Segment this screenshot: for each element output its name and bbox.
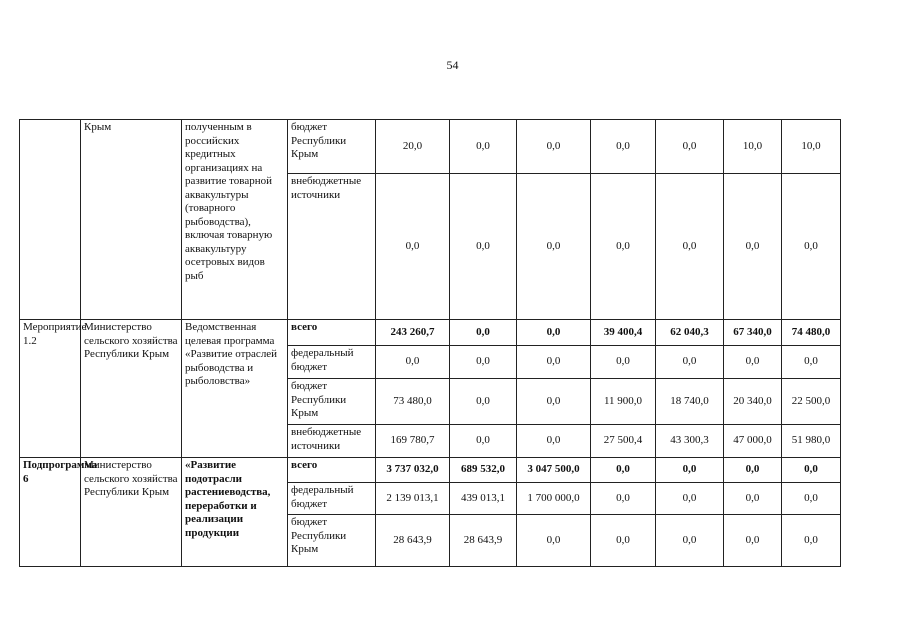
value-cell: 0,0 — [724, 346, 782, 379]
executor-cell: Министерство сельского хозяйства Республики Крым — [81, 320, 182, 458]
value-cell: 0,0 — [376, 346, 450, 379]
executor-cell: Крым — [81, 120, 182, 320]
value-cell: 0,0 — [517, 379, 591, 425]
value-cell: 27 500,4 — [591, 425, 656, 458]
value-cell: 62 040,3 — [656, 320, 724, 346]
funding-source-cell: бюджет Республики Крым — [288, 120, 376, 174]
value-cell: 47 000,0 — [724, 425, 782, 458]
funding-source-cell: всего — [288, 458, 376, 483]
value-cell: 0,0 — [591, 483, 656, 515]
value-cell: 0,0 — [782, 458, 841, 483]
value-cell: 74 480,0 — [782, 320, 841, 346]
measure-cell: Мероприятие 1.2 — [20, 320, 81, 458]
value-cell: 0,0 — [517, 425, 591, 458]
table-row — [20, 458, 841, 483]
program-name-cell: «Развитие подотрасли растениеводства, переработки и реализации продукции — [182, 458, 288, 567]
value-cell: 0,0 — [656, 458, 724, 483]
value-cell: 10,0 — [782, 120, 841, 174]
funding-source-cell: внебюджетные источники — [288, 425, 376, 458]
value-cell: 0,0 — [450, 320, 517, 346]
value-cell: 22 500,0 — [782, 379, 841, 425]
value-cell: 10,0 — [724, 120, 782, 174]
value-cell: 0,0 — [724, 174, 782, 320]
funding-source-cell: бюджет Республики Крым — [288, 379, 376, 425]
value-cell: 0,0 — [450, 346, 517, 379]
value-cell: 439 013,1 — [450, 483, 517, 515]
value-cell: 0,0 — [450, 120, 517, 174]
value-cell: 0,0 — [591, 458, 656, 483]
value-cell: 0,0 — [782, 174, 841, 320]
value-cell: 28 643,9 — [450, 515, 517, 567]
funding-source-cell: федеральный бюджет — [288, 346, 376, 379]
program-name-cell: полученным в российских кредитных организациях на развитие товарной аквакультуры (товарного рыбоводства), включая товарную аквакультуру осетровых видов рыб — [182, 120, 288, 320]
value-cell: 0,0 — [517, 515, 591, 567]
value-cell: 0,0 — [724, 458, 782, 483]
table-row — [20, 120, 841, 174]
program-name-cell: Ведомственная целевая программа «Развитие отраслей рыбоводства и рыболовства» — [182, 320, 288, 458]
value-cell: 0,0 — [517, 174, 591, 320]
value-cell: 20 340,0 — [724, 379, 782, 425]
value-cell: 243 260,7 — [376, 320, 450, 346]
value-cell: 39 400,4 — [591, 320, 656, 346]
value-cell: 0,0 — [656, 515, 724, 567]
executor-cell: Министерство сельского хозяйства Республики Крым — [81, 458, 182, 567]
value-cell: 0,0 — [376, 174, 450, 320]
value-cell: 28 643,9 — [376, 515, 450, 567]
value-cell: 73 480,0 — [376, 379, 450, 425]
value-cell: 0,0 — [591, 120, 656, 174]
page-number: 54 — [446, 58, 459, 72]
value-cell: 51 980,0 — [782, 425, 841, 458]
value-cell: 0,0 — [517, 120, 591, 174]
value-cell: 20,0 — [376, 120, 450, 174]
value-cell: 0,0 — [450, 379, 517, 425]
value-cell: 18 740,0 — [656, 379, 724, 425]
value-cell: 0,0 — [656, 483, 724, 515]
value-cell: 0,0 — [782, 346, 841, 379]
value-cell: 0,0 — [517, 346, 591, 379]
value-cell: 67 340,0 — [724, 320, 782, 346]
value-cell: 11 900,0 — [591, 379, 656, 425]
value-cell: 0,0 — [591, 174, 656, 320]
value-cell: 0,0 — [656, 174, 724, 320]
measure-cell: Подпрограмма 6 — [20, 458, 81, 567]
value-cell: 0,0 — [591, 515, 656, 567]
value-cell: 0,0 — [450, 174, 517, 320]
value-cell: 0,0 — [724, 483, 782, 515]
value-cell: 2 139 013,1 — [376, 483, 450, 515]
value-cell: 3 047 500,0 — [517, 458, 591, 483]
funding-source-cell: федеральный бюджет — [288, 483, 376, 515]
value-cell: 0,0 — [656, 120, 724, 174]
value-cell: 0,0 — [724, 515, 782, 567]
value-cell: 3 737 032,0 — [376, 458, 450, 483]
value-cell: 169 780,7 — [376, 425, 450, 458]
value-cell: 0,0 — [517, 320, 591, 346]
value-cell: 0,0 — [782, 515, 841, 567]
value-cell: 0,0 — [450, 425, 517, 458]
measure-cell — [20, 120, 81, 320]
value-cell: 0,0 — [591, 346, 656, 379]
funding-source-cell: всего — [288, 320, 376, 346]
value-cell: 1 700 000,0 — [517, 483, 591, 515]
value-cell: 0,0 — [782, 483, 841, 515]
budget-table — [19, 119, 841, 567]
value-cell: 0,0 — [656, 346, 724, 379]
table-row — [20, 320, 841, 346]
value-cell: 43 300,3 — [656, 425, 724, 458]
value-cell: 689 532,0 — [450, 458, 517, 483]
funding-source-cell: бюджет Республики Крым — [288, 515, 376, 567]
funding-source-cell: внебюджетные источники — [288, 174, 376, 320]
